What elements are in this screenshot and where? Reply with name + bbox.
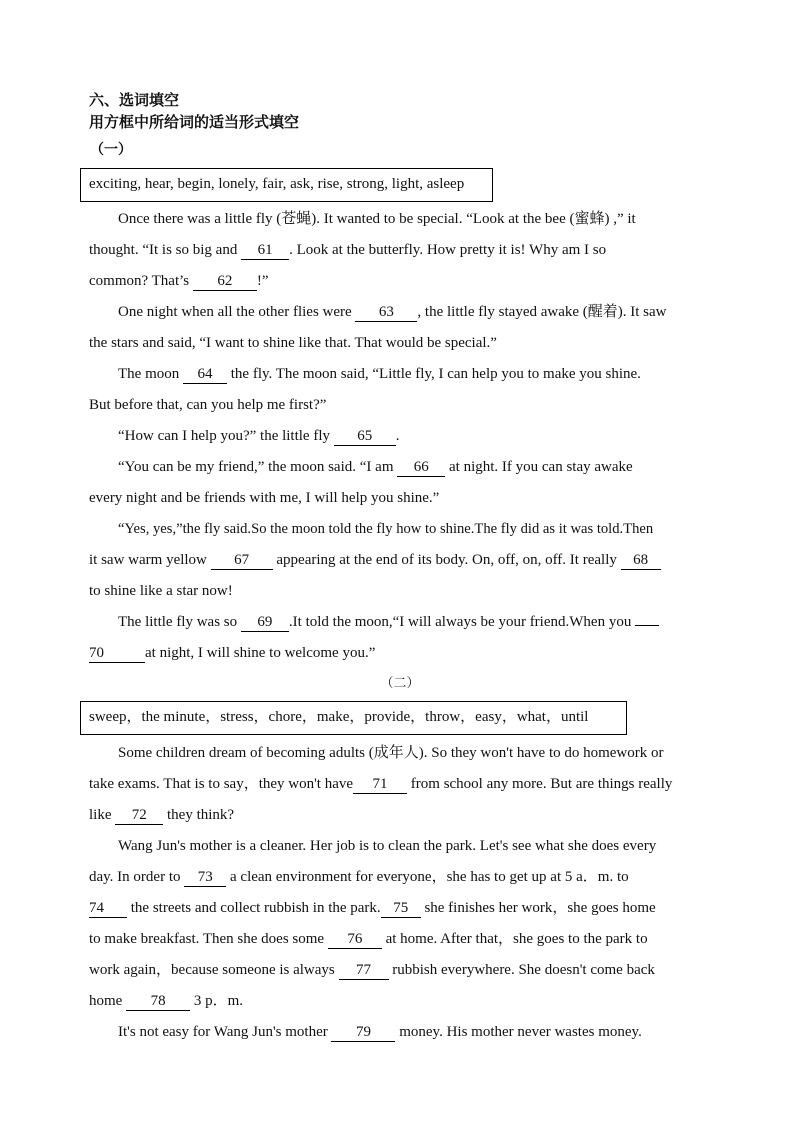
blank-75[interactable]: 75 bbox=[381, 900, 421, 918]
blank-70[interactable]: 70 bbox=[89, 645, 145, 663]
blank-74[interactable]: 74 bbox=[89, 900, 127, 918]
passage2-line: 74 the streets and collect rubbish in the park. 75 she finishes her work，she goes home bbox=[89, 900, 656, 916]
blank-70-start[interactable] bbox=[635, 625, 659, 626]
word-box-1: exciting, hear, begin, lonely, fair, ask, rise, strong, light, asleep bbox=[80, 168, 493, 202]
passage1-line: the stars and said, “I want to shine like that. That would be special.” bbox=[89, 335, 497, 351]
passage1-line: every night and be friends with me, I will help you shine.” bbox=[89, 490, 440, 506]
passage2-line: day. In order to 73 a clean environment for everyone，she has to get up at 5 a．m. to bbox=[89, 869, 629, 885]
blank-65[interactable]: 65 bbox=[334, 428, 396, 446]
blank-79[interactable]: 79 bbox=[331, 1024, 395, 1042]
blank-66[interactable]: 66 bbox=[397, 459, 445, 477]
instruction-heading: 用方框中所给词的适当形式填空 bbox=[89, 113, 300, 131]
blank-78[interactable]: 78 bbox=[126, 993, 190, 1011]
passage2-line: take exams. That is to say，they won't have 71 from school any more. But are things really bbox=[89, 776, 673, 792]
passage1-line: “You can be my friend,” the moon said. “I am 66 at night. If you can stay awake bbox=[118, 459, 633, 475]
blank-73[interactable]: 73 bbox=[184, 869, 226, 887]
section-heading: 六、选词填空 bbox=[89, 91, 180, 109]
word-box-2: sweep，the minute，stress，chore，make，provide，throw，easy，what，until bbox=[80, 701, 627, 735]
blank-76[interactable]: 76 bbox=[328, 931, 382, 949]
part-one-label: （一） bbox=[90, 142, 132, 158]
blank-62[interactable]: 62 bbox=[193, 273, 257, 291]
blank-64[interactable]: 64 bbox=[183, 366, 227, 384]
passage1-line: The little fly was so 69 .It told the moon,“I will always be your friend.When you bbox=[118, 612, 659, 632]
passage1-line: But before that, can you help me first?” bbox=[89, 397, 327, 413]
blank-72[interactable]: 72 bbox=[115, 807, 163, 825]
passage1-line: “Yes, yes,”the fly said.So the moon told the fly how to shine.The fly did as it was told.Then bbox=[118, 521, 654, 537]
passage1-line: thought. “It is so big and 61 . Look at the butterfly. How pretty it is! Why am I so bbox=[89, 242, 607, 258]
passage2-line: home 78 3 p．m. bbox=[89, 993, 243, 1009]
passage1-line: it saw warm yellow 67 appearing at the end of its body. On, off, on, off. It really 68 bbox=[89, 550, 661, 570]
passage1-line: 70 at night, I will shine to welcome you.” bbox=[89, 645, 376, 661]
blank-67[interactable]: 67 bbox=[211, 552, 273, 570]
blank-61[interactable]: 61 bbox=[241, 242, 289, 260]
passage2-line: Wang Jun's mother is a cleaner. Her job is to clean the park. Let's see what she does every bbox=[118, 838, 657, 854]
passage2-line: Some children dream of becoming adults (成年人). So they won't have to do homework or bbox=[118, 745, 664, 761]
part-two-label: （二） bbox=[380, 676, 420, 691]
passage1-line: The moon 64 the fly. The moon said, “Little fly, I can help you to make you shine. bbox=[118, 366, 641, 382]
blank-71[interactable]: 71 bbox=[353, 776, 407, 794]
blank-63[interactable]: 63 bbox=[355, 304, 417, 322]
passage2-line: to make breakfast. Then she does some 76 at home. After that，she goes to the park to bbox=[89, 931, 648, 947]
blank-77[interactable]: 77 bbox=[339, 962, 389, 980]
blank-68[interactable]: 68 bbox=[621, 552, 661, 570]
blank-69[interactable]: 69 bbox=[241, 614, 289, 632]
passage1-line: to shine like a star now! bbox=[89, 583, 233, 599]
passage1-line: “How can I help you?” the little fly 65 . bbox=[118, 428, 400, 444]
passage2-line: work again，because someone is always 77 rubbish everywhere. She doesn't come back bbox=[89, 962, 655, 978]
passage1-line: common? That’s 62 !” bbox=[89, 273, 269, 289]
passage2-line: It's not easy for Wang Jun's mother 79 money. His mother never wastes money. bbox=[118, 1024, 642, 1040]
passage2-line: like 72 they think? bbox=[89, 807, 235, 823]
passage1-line: One night when all the other flies were 63 , the little fly stayed awake (醒着). It saw bbox=[118, 304, 667, 320]
passage1-line: Once there was a little fly (苍蝇). It wanted to be special. “Look at the bee (蜜蜂) ,” it bbox=[118, 211, 636, 227]
